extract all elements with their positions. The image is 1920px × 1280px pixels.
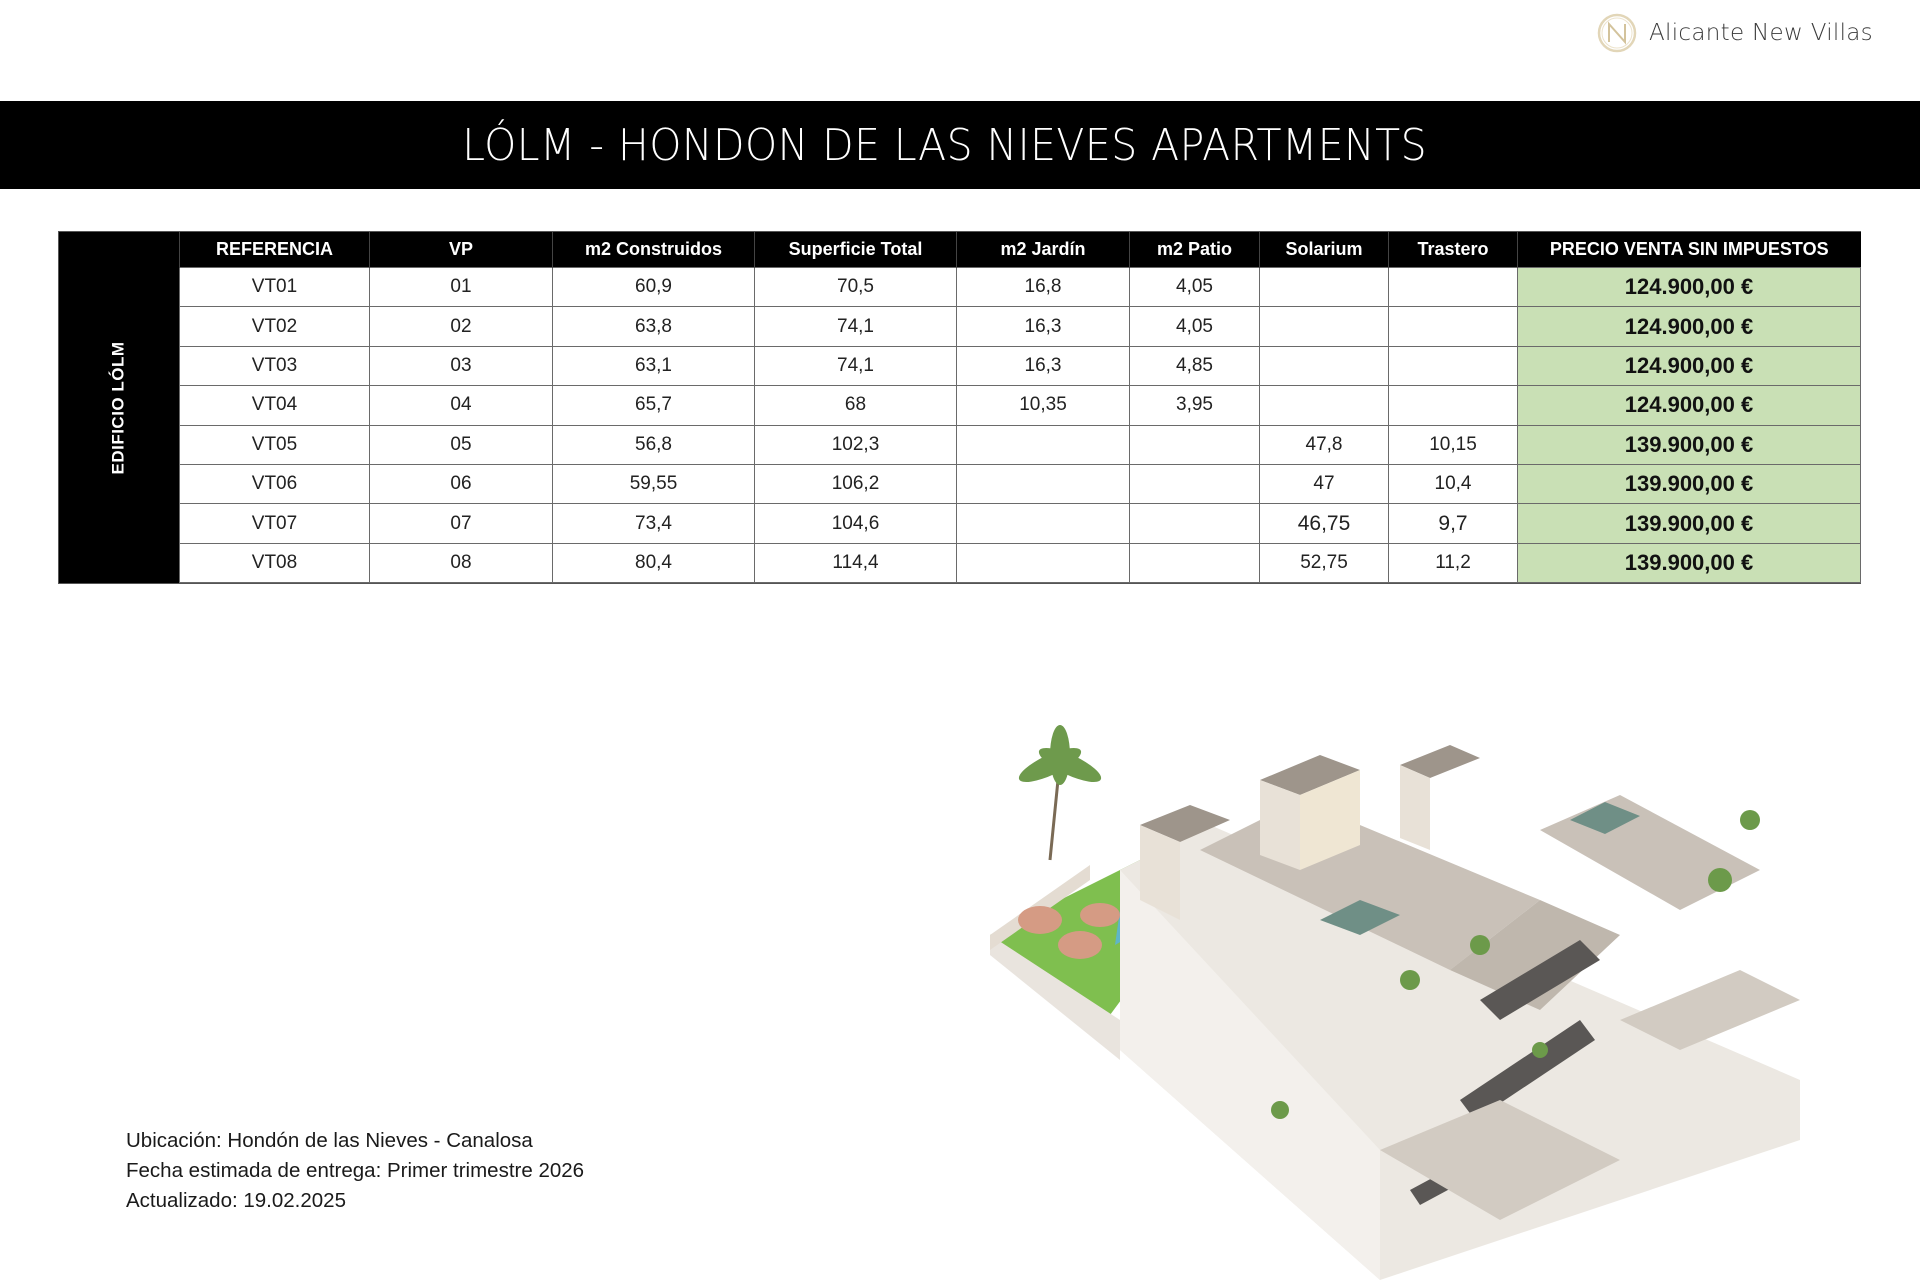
cell-vp: 08 — [370, 543, 553, 582]
cell-ref: VT02 — [180, 307, 370, 346]
cell-solarium: 46,75 — [1260, 504, 1389, 543]
cell-jardin — [957, 504, 1130, 543]
cell-ref: VT01 — [180, 268, 370, 307]
cell-price: 139.900,00 € — [1518, 543, 1861, 582]
cell-construidos: 73,4 — [553, 504, 755, 543]
table-row — [180, 464, 1861, 503]
table-row — [180, 307, 1861, 346]
cell-jardin: 16,3 — [957, 346, 1130, 385]
cell-trastero — [1389, 346, 1518, 385]
cell-trastero: 10,4 — [1389, 464, 1518, 503]
cell-jardin: 16,8 — [957, 268, 1130, 307]
cell-vp: 02 — [370, 307, 553, 346]
cell-price: 124.900,00 € — [1518, 307, 1861, 346]
cell-vp: 07 — [370, 504, 553, 543]
cell-solarium: 52,75 — [1260, 543, 1389, 582]
column-header: m2 Patio — [1130, 232, 1260, 268]
cell-vp: 03 — [370, 346, 553, 385]
cell-superficie: 106,2 — [755, 464, 957, 503]
cell-ref: VT06 — [180, 464, 370, 503]
table-row — [180, 504, 1861, 543]
cell-vp: 05 — [370, 425, 553, 464]
project-info — [126, 1126, 584, 1216]
building-render-image — [980, 720, 1830, 1280]
cell-construidos: 65,7 — [553, 386, 755, 425]
cell-superficie: 74,1 — [755, 346, 957, 385]
location-text: Ubicación: Hondón de las Nieves - Canalosa — [126, 1129, 533, 1152]
page-title: LÓLM - HONDON DE LAS NIEVES APARTMENTS — [462, 119, 1428, 171]
cell-ref: VT07 — [180, 504, 370, 543]
cell-patio: 3,95 — [1130, 386, 1260, 425]
cell-solarium — [1260, 268, 1389, 307]
cell-ref: VT03 — [180, 346, 370, 385]
cell-patio — [1130, 464, 1260, 503]
cell-construidos: 60,9 — [553, 268, 755, 307]
cell-superficie: 68 — [755, 386, 957, 425]
cell-solarium — [1260, 386, 1389, 425]
cell-patio — [1130, 543, 1260, 582]
cell-superficie: 70,5 — [755, 268, 957, 307]
column-header: VP — [370, 232, 553, 268]
cell-trastero — [1389, 268, 1518, 307]
column-header: Solarium — [1260, 232, 1389, 268]
cell-trastero: 11,2 — [1389, 543, 1518, 582]
brand-logo — [1597, 12, 1873, 54]
cell-patio — [1130, 504, 1260, 543]
cell-ref: VT08 — [180, 543, 370, 582]
column-header: PRECIO VENTA SIN IMPUESTOS — [1518, 232, 1861, 268]
cell-solarium: 47 — [1260, 464, 1389, 503]
column-header: m2 Construidos — [553, 232, 755, 268]
cell-patio: 4,85 — [1130, 346, 1260, 385]
column-header: REFERENCIA — [180, 232, 370, 268]
delivery-text: Fecha estimada de entrega: Primer trimestre 2026 — [126, 1159, 585, 1182]
cell-jardin — [957, 543, 1130, 582]
cell-jardin: 10,35 — [957, 386, 1130, 425]
cell-superficie: 74,1 — [755, 307, 957, 346]
table-row — [180, 543, 1861, 582]
cell-jardin — [957, 464, 1130, 503]
cell-jardin — [957, 425, 1130, 464]
title-bar — [0, 101, 1920, 189]
cell-construidos: 80,4 — [553, 543, 755, 582]
cell-superficie: 114,4 — [755, 543, 957, 582]
units-table — [179, 232, 1861, 583]
cell-patio: 4,05 — [1130, 307, 1260, 346]
building-group-label — [59, 232, 179, 583]
cell-patio: 4,05 — [1130, 268, 1260, 307]
cell-ref: VT05 — [180, 425, 370, 464]
cell-price: 139.900,00 € — [1518, 464, 1861, 503]
cell-price: 139.900,00 € — [1518, 425, 1861, 464]
column-header: Trastero — [1389, 232, 1518, 268]
table-header-row — [180, 232, 1861, 268]
cell-superficie: 102,3 — [755, 425, 957, 464]
cell-jardin: 16,3 — [957, 307, 1130, 346]
cell-solarium: 47,8 — [1260, 425, 1389, 464]
cell-price: 124.900,00 € — [1518, 346, 1861, 385]
group-label-text: EDIFICIO LÓLM — [109, 340, 129, 475]
cell-ref: VT04 — [180, 386, 370, 425]
cell-solarium — [1260, 307, 1389, 346]
cell-vp: 06 — [370, 464, 553, 503]
cell-price: 124.900,00 € — [1518, 268, 1861, 307]
cell-trastero — [1389, 386, 1518, 425]
cell-price: 139.900,00 € — [1518, 504, 1861, 543]
cell-solarium — [1260, 346, 1389, 385]
column-header: m2 Jardín — [957, 232, 1130, 268]
table-row — [180, 386, 1861, 425]
cell-construidos: 63,1 — [553, 346, 755, 385]
column-header: Superficie Total — [755, 232, 957, 268]
cell-superficie: 104,6 — [755, 504, 957, 543]
table-row — [180, 425, 1861, 464]
updated-text: Actualizado: 19.02.2025 — [126, 1189, 346, 1212]
cell-vp: 04 — [370, 386, 553, 425]
cell-trastero: 9,7 — [1389, 504, 1518, 543]
cell-construidos: 56,8 — [553, 425, 755, 464]
table-row — [180, 268, 1861, 307]
brand-name: Alicante New Villas — [1649, 20, 1873, 46]
n-monogram-icon — [1597, 13, 1637, 53]
cell-vp: 01 — [370, 268, 553, 307]
cell-trastero — [1389, 307, 1518, 346]
cell-construidos: 59,55 — [553, 464, 755, 503]
cell-trastero: 10,15 — [1389, 425, 1518, 464]
cell-patio — [1130, 425, 1260, 464]
cell-construidos: 63,8 — [553, 307, 755, 346]
cell-price: 124.900,00 € — [1518, 386, 1861, 425]
units-table-container — [58, 231, 1861, 584]
table-row — [180, 346, 1861, 385]
